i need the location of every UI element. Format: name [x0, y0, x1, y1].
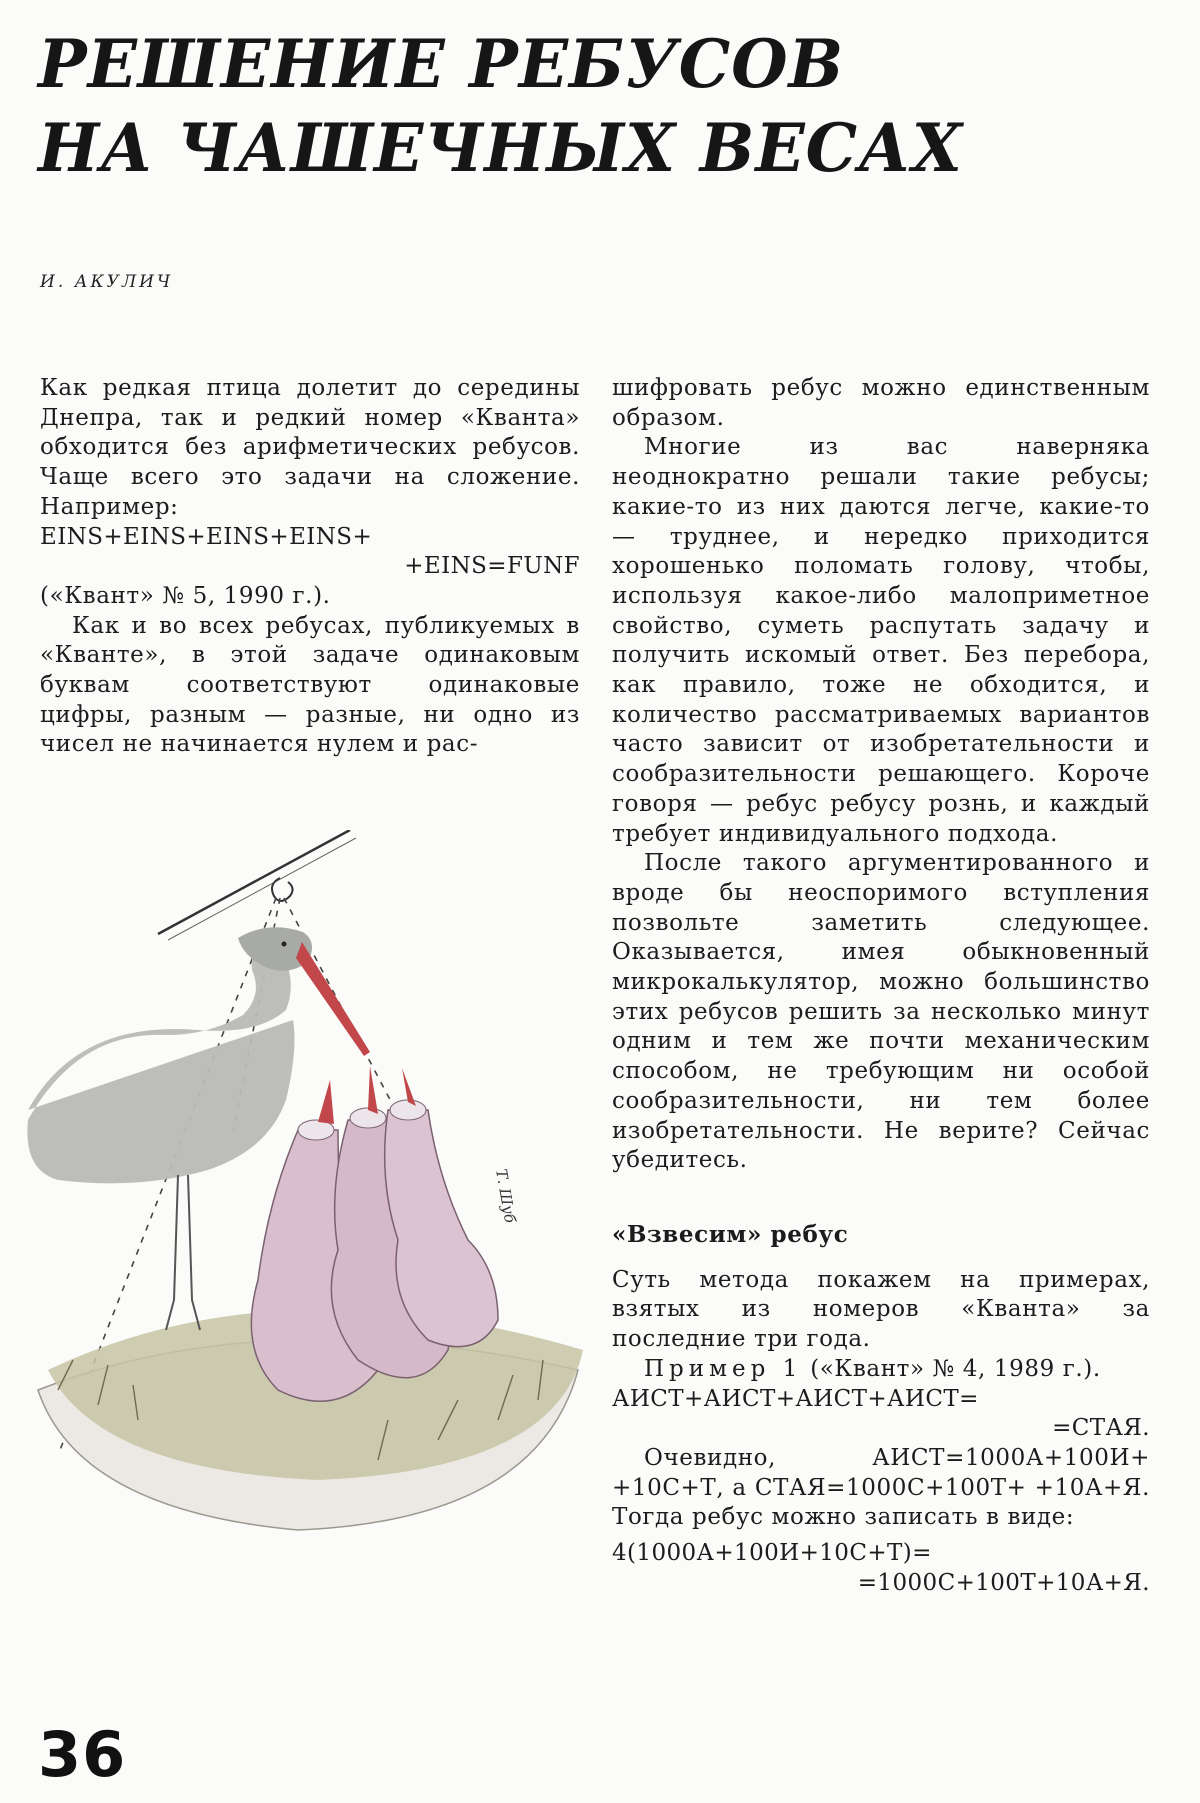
- scale-beam-shadow: [168, 838, 356, 940]
- aist-line-1: АИСТ+АИСТ+АИСТ+АИСТ=: [612, 1385, 979, 1412]
- scale-beam: [158, 830, 350, 934]
- author-byline: И. АКУЛИЧ: [40, 272, 174, 292]
- stork-eye: [282, 942, 287, 947]
- stork-beak: [296, 942, 370, 1056]
- continued-paragraph: шифровать ребус можно единственным образом.: [612, 375, 1150, 431]
- right-column: [612, 374, 1150, 1598]
- eins-formula: [40, 523, 580, 582]
- section-heading: «Взвесим» ребус: [612, 1220, 849, 1248]
- chick-right-head: [390, 1100, 426, 1120]
- left-column: [40, 374, 580, 760]
- calculator-paragraph: После такого аргументированного и вроде бы неоспоримого вступления позвольте заметить следующее. Оказывается, имея обыкновенный микрокалькулятор, можно большинство этих ребусов решить за несколько минут одним и тем же почти механическим способом, не требующим ни особой сообразительности, ни тем более изобретательности. Не верите? Сейчас убедитесь.: [612, 850, 1150, 1174]
- scale-hook: [272, 878, 293, 901]
- weighted-line-1: 4(1000А+100И+10С+Т)=: [612, 1540, 932, 1567]
- title-line-1: РЕШЕНИЕ РЕБУСОВ: [38, 25, 845, 103]
- experience-paragraph: Многие из вас наверняка неоднократно решали такие ребусы; какие-то из них даются легче, какие-то — труднее, и нередко приходится хорошенько поломать голову, чтобы, используя какое-либо малоприметное свойство, суметь распутать задачу и получить искомый ответ. Без перебора, как правило, тоже не обходится, и количество рассматриваемых вариантов часто зависит от изобретательности и сообразительности решающего. Короче говоря — ребус ребусу рознь, и каждый требует индивидуального подхода.: [612, 434, 1150, 847]
- formula-line-2: +EINS=FUNF: [404, 553, 580, 580]
- title-line-2: НА ЧАШЕЧНЫХ ВЕСАХ: [38, 109, 963, 187]
- expansion-paragraph: Очевидно, АИСТ=1000А+100И+ +10С+Т, а СТАЯ=1000С+100Т+ +10А+Я. Тогда ребус можно записать в виде:: [612, 1444, 1150, 1531]
- example-source: («Квант» № 4, 1989 г.).: [802, 1355, 1101, 1382]
- formula-source: («Квант» № 5, 1990 г.).: [40, 582, 331, 609]
- artist-signature: Т. Шуб: [492, 1167, 520, 1225]
- formula-line-1: EINS+EINS+EINS+EINS+: [40, 523, 373, 550]
- stork-body: [27, 937, 294, 1184]
- weighted-equation: [612, 1539, 1150, 1598]
- method-paragraph: Суть метода покажем на примерах, взятых из номеров «Кванта» за последние три года.: [612, 1266, 1150, 1353]
- stork-scale-illustration: [18, 830, 598, 1540]
- aist-equation: [612, 1385, 1150, 1444]
- article-title: [38, 22, 963, 190]
- stork-legs: [166, 1175, 200, 1330]
- example-1-label: [612, 1355, 1150, 1385]
- weighted-line-2: =1000С+100Т+10А+Я.: [857, 1569, 1150, 1596]
- example-label: Пример 1: [644, 1355, 803, 1382]
- chick-middle-head: [350, 1108, 386, 1128]
- page-number: 36: [38, 1718, 127, 1791]
- rules-paragraph: Как и во всех ребусах, публикуемых в «Кванте», в этой задаче одинаковым буквам соответствуют одинаковые цифры, разным — разные, ни одно из чисел не начинается нулем и рас-: [40, 612, 580, 758]
- aist-line-2: =СТАЯ.: [1052, 1415, 1150, 1442]
- intro-paragraph: Как редкая птица долетит до середины Днепра, так и редкий номер «Кванта» обходится без арифметических ребусов. Чаще всего это задачи на сложение. Например:: [40, 375, 580, 520]
